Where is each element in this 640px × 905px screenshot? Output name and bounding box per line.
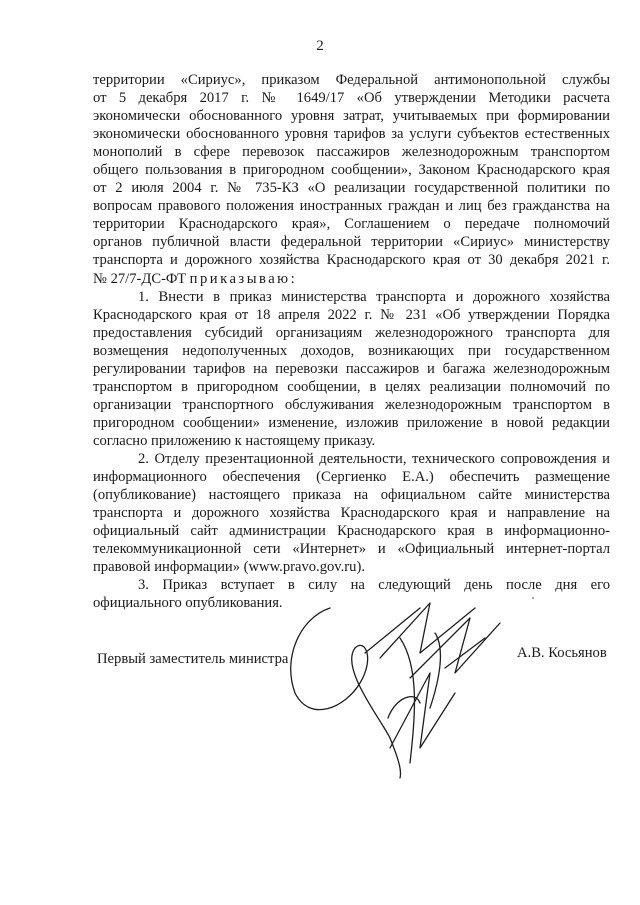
text-line: телекоммуникационной сети «Интернет» и «Официальный интернет-портал xyxy=(93,541,610,558)
text-line: (опубликование) настоящего приказа на официальном сайте министерства xyxy=(93,487,610,504)
text-line: 3. Приказ вступает в силу на следующий день после дня его xyxy=(138,577,610,594)
scan-speck xyxy=(532,597,534,599)
orders-word: приказываю: xyxy=(189,270,298,287)
text-line: регулировании тарифов на перевозки пассажиров и багажа железнодорожным xyxy=(93,360,610,377)
text-line: официальный сайт администрации Краснодарского края в информационно- xyxy=(93,523,610,540)
text-line: информационного обеспечения (Сергиенко Е.А.) обеспечить размещение xyxy=(93,469,610,486)
text-line: организации транспортного обслуживания железнодорожным транспортом в xyxy=(93,396,610,413)
text-line: транспорта и дорожного хозяйства Краснодарского края и направление на xyxy=(93,505,610,522)
signatory-name: А.В. Косьянов xyxy=(517,645,607,661)
text-line: предоставления субсидий организациям железнодорожного транспорта для xyxy=(93,324,610,341)
signatory-title: Первый заместитель министра xyxy=(97,651,289,667)
handwritten-signature-icon xyxy=(270,598,520,788)
text-line: 2. Отделу презентационной деятельности, технического сопровождения и xyxy=(138,450,610,467)
text-line: пригородном сообщении» изменение, изложив приложение в новой редакции xyxy=(93,414,610,431)
text-line xyxy=(93,270,610,288)
document-body xyxy=(93,71,610,612)
page-number: 2 xyxy=(316,38,324,54)
text-line: возмещения недополученных доходов, возникающих при государственном xyxy=(93,342,610,359)
text-line: правовой информации» (www.pravo.gov.ru). xyxy=(93,559,365,576)
intro-paragraph xyxy=(93,71,610,288)
text-line: транспортом в пригородном сообщении, в целях реализации полномочий по xyxy=(93,378,610,395)
text-line: от 2 июля 2004 г. № 735-КЗ «О реализации государственной политики по xyxy=(93,180,610,197)
text-line: от 5 декабря 2017 г. № 1649/17 «Об утверждении Методики расчета xyxy=(93,90,610,107)
text-line: органов публичной власти федеральной территории «Сириус» министерству xyxy=(93,234,610,251)
order-reference: № 27/7-ДС-ФТ xyxy=(93,270,187,287)
text-line: общего пользования в пригородном сообщении», Законом Краснодарского края xyxy=(93,162,610,179)
text-line: экономически обоснованного уровня тарифов за услуги субъектов естественных xyxy=(93,126,610,143)
text-line: согласно приложению к настоящему приказу. xyxy=(93,432,376,449)
text-line: транспорта и дорожного хозяйства Краснодарского края от 30 декабря 2021 г. xyxy=(93,252,610,269)
text-line: экономически обоснованного уровня затрат, учитываемых при формировании xyxy=(93,108,610,125)
item-2-paragraph xyxy=(93,450,610,576)
text-line: вопросам правового положения иностранных граждан и лиц без гражданства на xyxy=(93,198,610,215)
item-1-paragraph xyxy=(93,288,610,450)
text-line: территории «Сириус», приказом Федеральной антимонопольной службы xyxy=(93,72,610,88)
text-line: территории Краснодарского края», Соглашением о передаче полномочий xyxy=(93,216,610,233)
text-line: Краснодарского края от 18 апреля 2022 г. № 231 «Об утверждении Порядка xyxy=(93,306,610,323)
text-line: монополий в сфере перевозок пассажиров железнодорожным транспортом xyxy=(93,144,610,161)
text-line: 1. Внести в приказ министерства транспорта и дорожного хозяйства xyxy=(138,288,610,305)
text-line: официального опубликования. xyxy=(93,595,283,612)
